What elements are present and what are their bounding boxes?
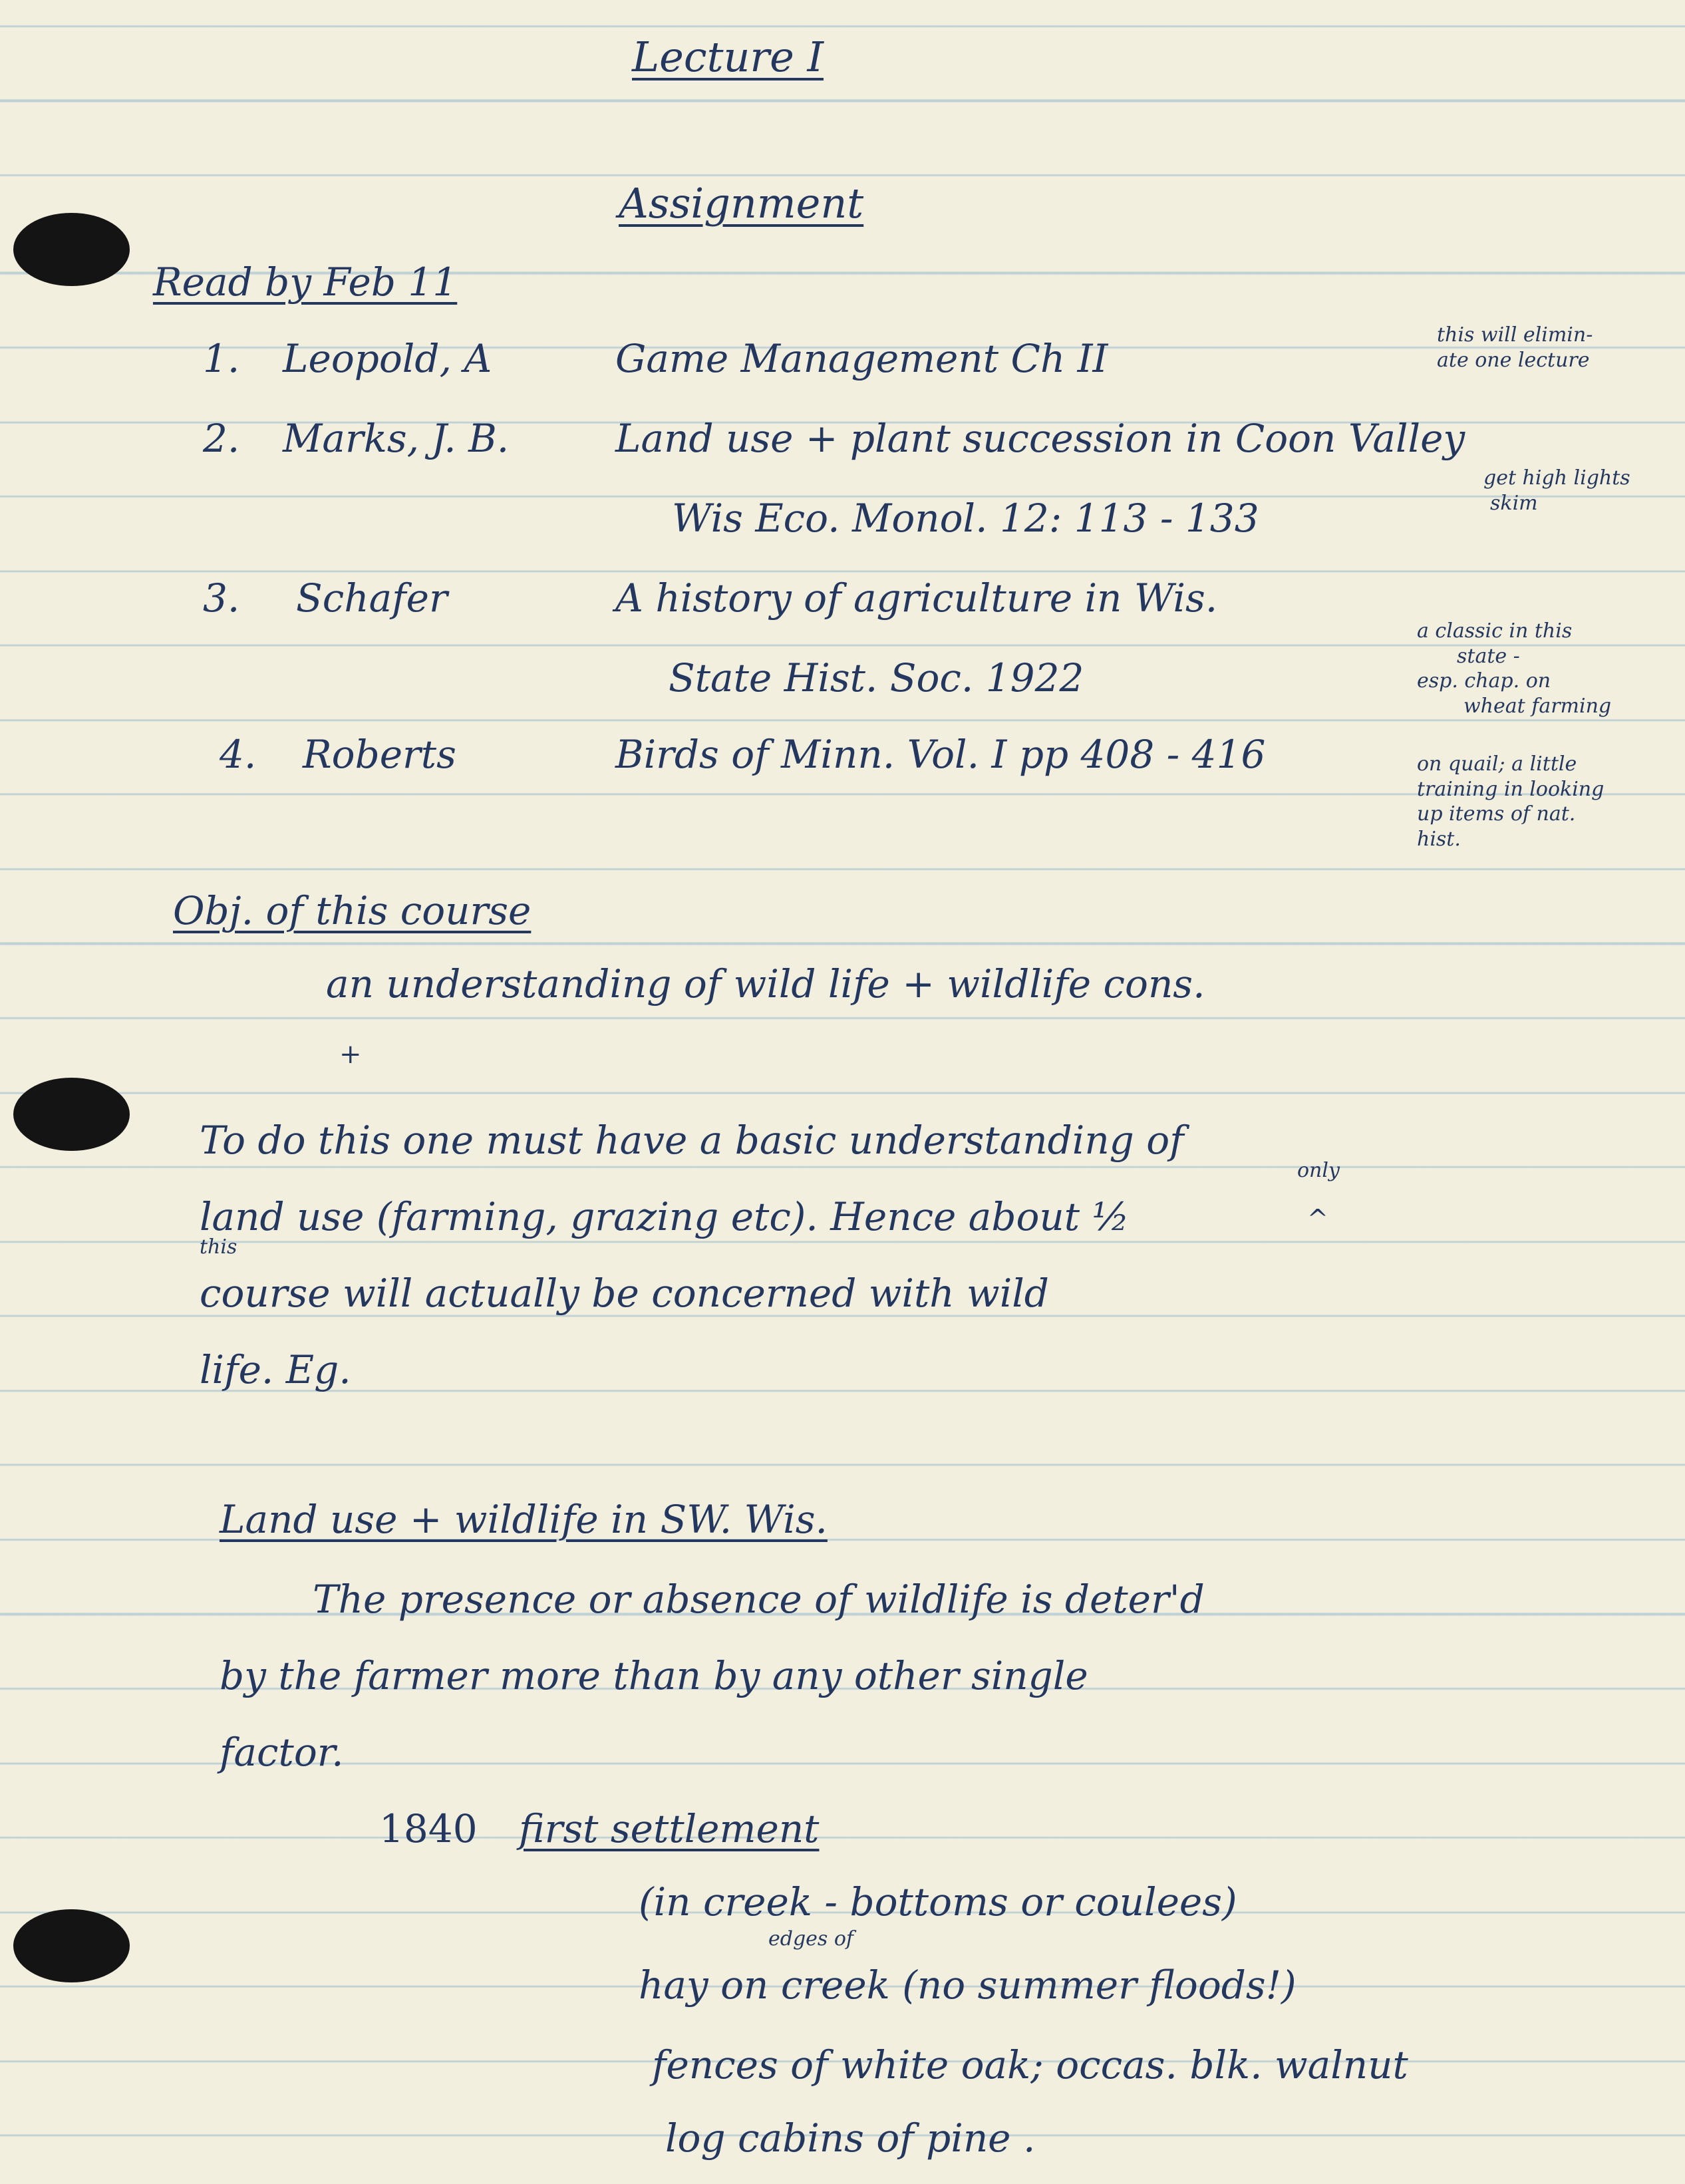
reading-2-title: Land use + plant succession in Coon Valley (615, 416, 1465, 461)
timeline-line-1: (in creek - bottoms or coulees) (639, 1879, 1237, 1925)
objective-line: an understanding of wild life + wildlife cons. (326, 961, 1205, 1007)
timeline-line-3: fences of white oak; occas. blk. walnut (652, 2042, 1408, 2088)
section2-para-line-3: factor. (220, 1730, 344, 1775)
reading-4-number: 4. (220, 732, 257, 777)
timeline-year: 1840 (379, 1806, 478, 1851)
reading-2-author: Marks, J. B. (283, 416, 510, 461)
objective-heading: Obj. of this course (173, 888, 532, 933)
insert-edges-of: edges of (768, 1927, 854, 1950)
reading-3-author: Schafer (296, 575, 448, 621)
reading-3-number: 3. (203, 575, 240, 621)
reading-1-title: Game Management Ch II (615, 336, 1108, 381)
punch-hole-bottom (13, 1909, 130, 1982)
reading-4-author: Roberts (303, 732, 456, 777)
punch-hole-middle (13, 1078, 130, 1151)
page-title: Lecture I (632, 33, 824, 81)
insert-only: only (1297, 1159, 1340, 1182)
objective-para-line-4: life. Eg. (200, 1347, 351, 1392)
margin-note-1: this will elimin- ate one lecture (1437, 323, 1593, 372)
margin-note-2: get high lights skim (1483, 466, 1630, 515)
reading-2-number: 2. (203, 416, 240, 461)
reading-1-author: Leopold, A (283, 336, 492, 381)
timeline-line-2: hay on creek (no summer floods!) (639, 1962, 1297, 2008)
margin-note-3: a classic in this state - esp. chap. on wheat farming (1417, 619, 1612, 718)
timeline-event: first settlement (519, 1806, 820, 1851)
punch-hole-top (13, 213, 130, 286)
reading-1-number: 1. (203, 336, 240, 381)
plus-mark: + (339, 1039, 362, 1070)
reading-4-title: Birds of Minn. Vol. I pp 408 - 416 (615, 732, 1266, 777)
section2-heading: Land use + wildlife in SW. Wis. (220, 1497, 828, 1542)
insert-this: this (200, 1235, 237, 1259)
section2-para-line-1: The presence or absence of wildlife is deter'd (313, 1577, 1205, 1622)
objective-para-line-3: course will actually be concerned with wild (200, 1271, 1049, 1316)
objective-para-line-1: To do this one must have a basic understanding of (200, 1118, 1184, 1163)
reading-2-citation: Wis Eco. Monol. 12: 113 - 133 (672, 496, 1259, 541)
margin-note-4: on quail; a little training in looking up items of nat. hist. (1417, 752, 1605, 851)
reading-heading: Read by Feb 11 (153, 259, 458, 305)
timeline-line-4: log cabins of pine . (665, 2115, 1036, 2161)
section2-para-line-2: by the farmer more than by any other single (220, 1653, 1088, 1698)
insertion-caret-icon: ^ (1307, 1204, 1328, 1233)
objective-para-line-2: land use (farming, grazing etc). Hence about ½ (200, 1194, 1130, 1239)
reading-3-title: A history of agriculture in Wis. (615, 575, 1218, 621)
assignment-heading: Assignment (619, 179, 864, 228)
reading-3-citation: State Hist. Soc. 1922 (669, 655, 1084, 701)
